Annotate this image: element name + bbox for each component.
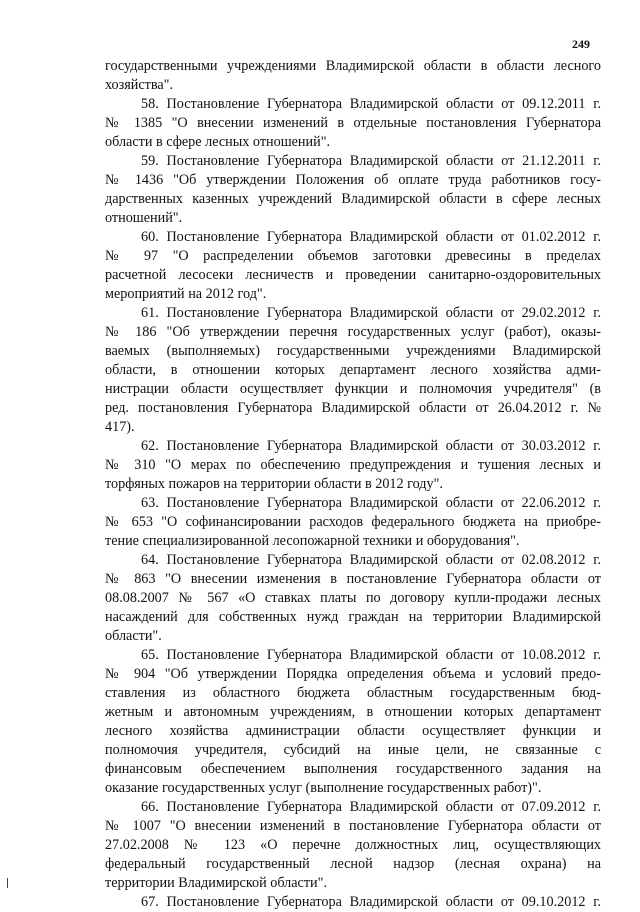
text-line: № 904 "Об утверждении Порядка определения объема и условий предо- (105, 666, 601, 682)
item-heading-line: 66. Постановление Губернатора Владимирской области от 07.09.2012 г. (141, 799, 601, 815)
text-line: ставления из областного бюджета областным государственным бюд- (105, 685, 601, 701)
text-line: насаждений для собственных нужд граждан на территории Владимирской (105, 609, 601, 625)
text-line: жетным и автономным учреждениям, в отношении которых департамент (105, 704, 601, 720)
text-line: 417). (105, 419, 135, 435)
text-line: отношений". (105, 210, 183, 226)
item-heading-line: 63. Постановление Губернатора Владимирской области от 22.06.2012 г. (141, 495, 601, 511)
text-line: области, в отношении которых департамент лесного хозяйства адми- (105, 362, 601, 378)
text-line: мероприятий на 2012 год". (105, 286, 267, 302)
text-line: № 1007 "О внесении изменений в постановление Губернатора области от (105, 818, 601, 834)
text-line: № 97 "О распределении объемов заготовки древесины в пределах (105, 248, 601, 264)
text-line: 08.08.2007 № 567 «О ставках платы по договору купли-продажи лесных (105, 590, 601, 606)
text-line: нистрации области осуществляет функции и полномочия учредителя" (в (105, 381, 601, 397)
text-line: полномочия учредителя, субсидий на иные цели, не связанные с (105, 742, 601, 758)
item-heading-line: 67. Постановление Губернатора Владимирской области от 09.10.2012 г. (141, 894, 601, 910)
text-line: торфяных пожаров на территории области в 2012 году". (105, 476, 443, 492)
margin-mark (7, 878, 8, 888)
text-line: № 863 "О внесении изменения в постановление Губернатора области от (105, 571, 601, 587)
text-line: дарственных казенных учреждений Владимирской области в сфере лесных (105, 191, 601, 207)
page-number: 249 (572, 37, 590, 51)
item-heading-line: 64. Постановление Губернатора Владимирской области от 02.08.2012 г. (141, 552, 601, 568)
text-line: № 653 "О софинансировании расходов федерального бюджета на приобре- (105, 514, 601, 530)
text-line: государственными учреждениями Владимирской области в области лесного (105, 58, 601, 74)
text-line: территории Владимирской области". (105, 875, 327, 891)
text-line: оказание государственных услуг (выполнение государственных работ)". (105, 780, 542, 796)
text-line: ваемых (выполняемых) государственными учреждениями Владимирской (105, 343, 601, 359)
text-line: лесного хозяйства администрации области осуществляет функции и (105, 723, 601, 739)
document-body (105, 57, 601, 912)
item-heading-line: 61. Постановление Губернатора Владимирской области от 29.02.2012 г. (141, 305, 601, 321)
item-heading-line: 58. Постановление Губернатора Владимирской области от 09.12.2011 г. (141, 96, 601, 112)
text-line: № 310 "О мерах по обеспечению предупреждения и тушения лесных и (105, 457, 601, 473)
text-line: тение специализированной лесопожарной техники и оборудования". (105, 533, 520, 549)
item-heading-line: 60. Постановление Губернатора Владимирской области от 01.02.2012 г. (141, 229, 601, 245)
text-line: хозяйства". (105, 77, 174, 93)
text-line: расчетной лесосеки лесничеств и проведении санитарно-оздоровительных (105, 267, 601, 283)
text-line: № 186 "Об утверждении перечня государственных услуг (работ), оказы- (105, 324, 601, 340)
item-heading-line: 65. Постановление Губернатора Владимирской области от 10.08.2012 г. (141, 647, 601, 663)
text-line: федеральный государственный лесной надзор (лесная охрана) на (105, 856, 601, 872)
text-line: № 1436 "Об утверждении Положения об оплате труда работников госу- (105, 172, 601, 188)
text-line: области в сфере лесных отношений". (105, 134, 331, 150)
text-line: № 1385 "О внесении изменений в отдельные постановления Губернатора (105, 115, 601, 131)
text-line: области". (105, 628, 162, 644)
text-line: ред. постановления Губернатора Владимирской области от 26.04.2012 г. № (105, 400, 601, 416)
text-line: 27.02.2008 № 123 «О перечне должностных лиц, осуществляющих (105, 837, 601, 853)
text-line: финансовым обеспечением выполнения государственного задания на (105, 761, 601, 777)
item-heading-line: 62. Постановление Губернатора Владимирской области от 30.03.2012 г. (141, 438, 601, 454)
item-heading-line: 59. Постановление Губернатора Владимирской области от 21.12.2011 г. (141, 153, 601, 169)
